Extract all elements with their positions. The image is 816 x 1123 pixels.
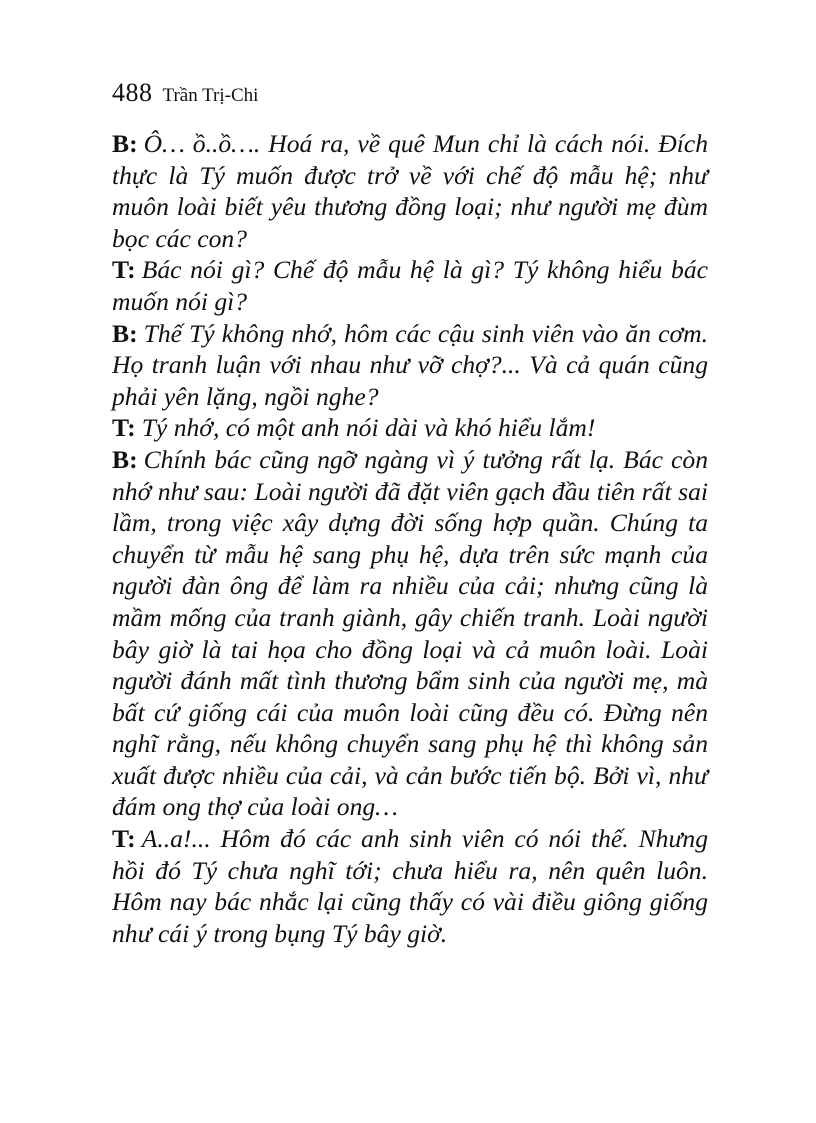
- speech-text: Bác nói gì? Chế độ mẫu hệ là gì? Tý không hiểu bác muốn nói gì?: [112, 255, 708, 316]
- dialogue-turn: [112, 444, 708, 823]
- dialogue-body: [112, 128, 708, 949]
- running-title: Trần Trị-Chi: [162, 85, 259, 106]
- speaker-label: T:: [112, 824, 136, 854]
- speech-text: Tý nhớ, có một anh nói dài và khó hiểu lắm!: [141, 413, 596, 443]
- page-number: 488: [112, 78, 153, 107]
- page-header: [112, 78, 258, 108]
- speaker-label: B:: [112, 129, 138, 158]
- dialogue-turn: [112, 318, 708, 413]
- speech-text: A..a!... Hôm đó các anh sinh viên có nói thế. Nhưng hồi đó Tý chưa nghĩ tới; chưa hiểu ra, nên quên luôn. Hôm nay bác nhắc lại cũng thấy có vài điều giông giống như cái ý trong bụng Tý bây giờ.: [112, 824, 708, 948]
- speech-text: Chính bác cũng ngỡ ngàng vì ý tưởng rất lạ. Bác còn nhớ như sau: Loài người đã đặt viên gạch đầu tiên rất sai lầm, trong việc xây dựng đời sống hợp quần. Chúng ta chuyển từ mẫu hệ sang phụ hệ, dựa trên sức mạnh của người đàn ông để làm ra nhiều của cải; nhưng cũng là mầm mống của tranh giành, gây chiến tranh. Loài người bây giờ là tai họa cho đồng loại và cả muôn loài. Loài người đánh mất tình thương bẩm sinh của người mẹ, mà bất cứ giống cái của muôn loài cũng đều có. Đừng nên nghĩ rằng, nếu không chuyển sang phụ hệ thì không sản xuất được nhiều của cải, và cản bước tiến bộ. Bởi vì, như đám ong thợ của loài ong…: [112, 444, 708, 822]
- dialogue-turn: [112, 412, 708, 444]
- dialogue-turn: [112, 254, 708, 317]
- speaker-label: T:: [112, 413, 136, 443]
- speech-text: Ô… ồ..ồ…. Hoá ra, về quê Mun chỉ là cách nói. Đích thực là Tý muốn được trở về với chế độ mẫu hệ; như muôn loài biết yêu thương đồng loại; như người mẹ đùm bọc các con?: [112, 129, 708, 253]
- speaker-label: B:: [112, 444, 138, 474]
- dialogue-turn: [112, 128, 708, 254]
- speaker-label: B:: [112, 318, 138, 348]
- speaker-label: T:: [112, 255, 136, 285]
- dialogue-turn: [112, 823, 708, 949]
- speech-text: Thế Tý không nhớ, hôm các cậu sinh viên vào ăn cơm. Họ tranh luận với nhau như vỡ chợ?... Và cả quán cũng phải yên lặng, ngồi nghe?: [112, 318, 708, 411]
